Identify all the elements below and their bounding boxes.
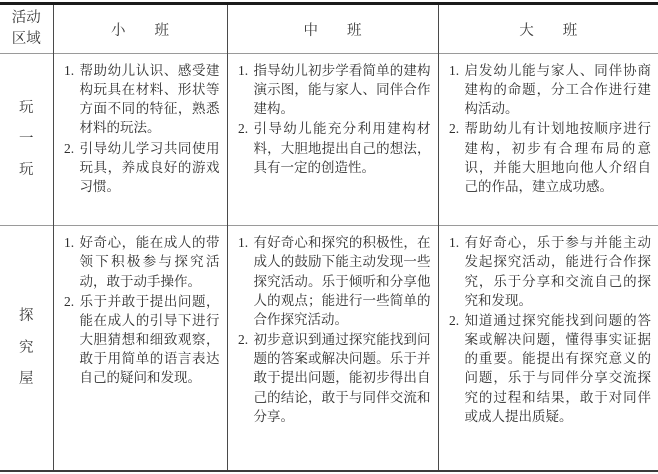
cell-explore-middle [227,226,438,471]
cell-explore-large [438,226,658,471]
goal-item: 2. 乐于并敢于提出问题，能在成人的引导下进行大胆猜想和细致观察，敢于用简单的语言表达自己的疑问和发现。 [78,292,220,388]
goal-item: 2. 引导幼儿能充分利用建构材料，大胆地提出自己的想法，具有一定的创造性。 [252,119,431,176]
header-small-class: 小 班 [53,4,227,54]
goal-list [54,226,227,387]
header-row [0,4,658,54]
goal-item: 2. 引导幼儿学习共同使用玩具，养成良好的游戏习惯。 [78,139,220,196]
table-row-play [0,54,658,226]
goal-list [54,54,227,196]
header-activity-area-label: 活动区域 [11,9,41,47]
table-row-explore [0,226,658,471]
cell-explore-small [53,226,227,471]
cell-play-small [53,54,227,226]
kindergarten-activity-table [0,2,658,472]
area-label-explore [0,226,53,471]
goal-list [228,54,438,177]
document-page [0,2,658,474]
goal-list [439,226,658,426]
goal-list [439,54,658,196]
goal-item: 2. 帮助幼儿有计划地按顺序进行建构，初步有合理布局的意识，并能大胆地向他人介绍自己的作品，建立成功感。 [463,119,652,196]
goal-item: 1. 指导幼儿初步学看简单的建构演示图，能与家人、同伴合作建构。 [252,61,431,118]
area-label-play-text: 玩一玩 [18,99,34,179]
area-label-play [0,54,53,226]
cell-play-middle [227,54,438,226]
goal-item: 1. 有好奇心，乐于参与并能主动发起探究活动，能进行合作探究，乐于分享和交流自己的探究和发现。 [463,233,652,310]
cell-play-large [438,54,658,226]
goal-item: 1. 启发幼儿能与家人、同伴协商建构的命题，分工合作进行建构活动。 [463,61,652,118]
area-label-explore-text: 探究屋 [18,308,34,387]
goal-item: 2. 知道通过探究能找到问题的答案或解决问题，懂得事实证据的重要。能提出有探究意义的问题，乐于与同伴分享交流探究的过程和结果，敢于对同伴或成人提出质疑。 [463,311,652,426]
goal-item: 2. 初步意识到通过探究能找到问题的答案或解决问题。乐于并敢于提出问题，能初步得出自己的结论，敢于与同伴交流和分享。 [252,330,431,426]
header-middle-class: 中 班 [227,4,438,54]
header-large-class: 大 班 [438,4,658,54]
goal-list [228,226,438,426]
goal-item: 1. 帮助幼儿认识、感受建构玩具在材料、形状等方面不同的特征，熟悉材料的玩法。 [78,61,220,138]
goal-item: 1. 有好奇心和探究的积极性，在成人的鼓励下能主动发现一些探究活动。乐于倾听和分享他人的观点；能进行一些简单的合作探究活动。 [252,233,431,329]
header-activity-area [0,4,53,54]
goal-item: 1. 好奇心，能在成人的带领下积极参与探究活动，敢于动手操作。 [78,233,220,290]
